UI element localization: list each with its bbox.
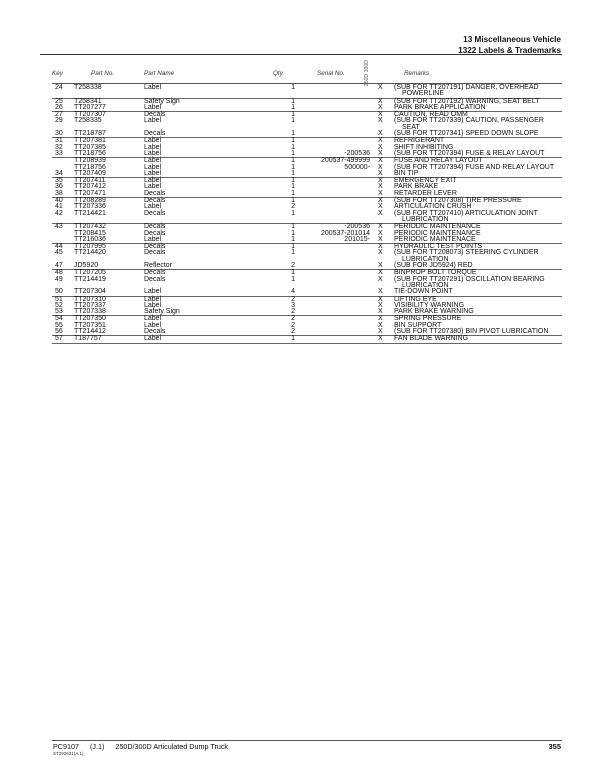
serial-cell: -200536 xyxy=(344,223,370,231)
footer-rule xyxy=(52,740,562,741)
part-number-cell: TT218787 xyxy=(74,130,106,138)
part-number-cell: TT207277 xyxy=(74,103,106,111)
model-mark-cell: X xyxy=(378,301,383,309)
row-group xyxy=(52,138,562,158)
table-row xyxy=(52,336,562,342)
table-row xyxy=(52,211,562,224)
part-name-cell: Safety Sign xyxy=(144,97,180,105)
remarks-cell: PERIODIC MAINTENACE xyxy=(394,235,476,243)
table-row xyxy=(52,289,562,295)
model-mark-cell: X xyxy=(378,308,383,316)
part-name-cell: Label xyxy=(144,143,162,151)
model-mark-cell: X xyxy=(378,249,383,257)
row-group xyxy=(52,297,562,317)
table-row xyxy=(52,329,562,335)
col-part-no: Part No. xyxy=(91,70,115,77)
part-name-cell: Label xyxy=(144,137,162,145)
key-cell: 47 xyxy=(55,262,63,270)
table-row xyxy=(52,277,562,290)
part-number-cell: TT207409 xyxy=(74,169,106,177)
part-number-cell: TT208415 xyxy=(74,229,106,237)
part-number-cell: TT207336 xyxy=(74,203,106,211)
qty-cell: 1 xyxy=(291,223,295,231)
qty-cell: 1 xyxy=(291,130,295,138)
part-name-cell: Label xyxy=(144,157,162,165)
key-cell: 36 xyxy=(55,183,63,191)
manual-title: 250D/300D Articulated Dump Truck xyxy=(115,742,229,751)
remarks-cell: BIN SUPPORT xyxy=(394,321,442,329)
qty-cell: 2 xyxy=(291,203,295,211)
part-number-cell: T187757 xyxy=(74,335,102,343)
table-row xyxy=(52,237,562,243)
row-group xyxy=(52,244,562,270)
row-group xyxy=(52,316,562,336)
revision: (J.1) xyxy=(89,742,105,751)
qty-cell: 1 xyxy=(291,177,295,185)
key-cell: 40 xyxy=(55,197,63,205)
part-number-cell: JD5920 xyxy=(74,262,99,270)
model-mark-cell: X xyxy=(378,197,383,205)
part-name-cell: Label xyxy=(144,301,162,309)
table-row xyxy=(52,263,562,269)
qty-cell: 2 xyxy=(291,308,295,316)
model-mark-cell: X xyxy=(378,183,383,191)
remarks-cell: VISIBILITY WARNING xyxy=(394,301,465,309)
part-name-cell: Label xyxy=(144,169,162,177)
qty-cell: 1 xyxy=(291,275,295,283)
remarks-cell: FAN BLADE WARNING xyxy=(394,335,469,343)
part-number-cell: TT214420 xyxy=(74,249,106,257)
catalog-number: PC9107 xyxy=(53,742,79,751)
key-cell: 48 xyxy=(55,269,63,277)
row-group xyxy=(52,224,562,244)
part-number-cell: TT208289 xyxy=(74,197,106,205)
model-mark-cell: X xyxy=(378,209,383,217)
header-rule xyxy=(40,54,562,55)
model-mark-cell: X xyxy=(378,143,383,151)
part-number-cell: TT216036 xyxy=(74,235,106,243)
qty-cell: 4 xyxy=(291,288,295,296)
remarks-cell: (SUB FOR TT207394) FUSE AND RELAY LAYOUT xyxy=(394,163,555,171)
qty-cell: 1 xyxy=(291,117,295,125)
remarks-cell: LIFTING EYE xyxy=(394,295,437,303)
remarks-cell: (SUB FOR TT207380) BIN PIVOT LUBRICATION xyxy=(394,327,549,335)
serial-cell: 201015- xyxy=(344,235,370,243)
key-cell: 55 xyxy=(55,321,63,329)
part-name-cell: Label xyxy=(144,117,162,125)
part-number-cell: TT207381 xyxy=(74,137,106,145)
part-number-cell: TT207304 xyxy=(74,288,106,296)
model-mark-cell: X xyxy=(378,295,383,303)
key-cell: 24 xyxy=(55,84,63,91)
remarks-continuation: POWERLINE xyxy=(402,90,445,98)
remarks-cell: TIE-DOWN POINT xyxy=(394,288,453,296)
part-name-cell: Label xyxy=(144,321,162,329)
table-row xyxy=(52,171,562,177)
part-name-cell: Label xyxy=(144,235,162,243)
qty-cell: 1 xyxy=(291,97,295,105)
part-number-cell: TT207337 xyxy=(74,301,106,309)
table-row xyxy=(52,151,562,157)
col-remarks: Remarks xyxy=(404,70,430,77)
model-mark-cell: X xyxy=(378,177,383,185)
part-name-cell: Label xyxy=(144,84,162,91)
remarks-cell: PARK BRAKE xyxy=(394,183,439,191)
model-mark-cell: X xyxy=(378,117,383,125)
remarks-cell: (SUB FOR TT207192) WARNING, SEAT BELT xyxy=(394,97,540,105)
model-mark-cell: X xyxy=(378,103,383,111)
qty-cell: 1 xyxy=(291,209,295,217)
part-name-cell: Decals xyxy=(144,229,166,237)
part-number-cell: TT207432 xyxy=(74,223,106,231)
part-number-cell: TT207385 xyxy=(74,143,106,151)
remarks-cell: (SUB FOR TT207308) TIRE PRESSURE xyxy=(394,197,522,205)
table-row xyxy=(52,85,562,98)
part-number-cell: TT214421 xyxy=(74,209,106,217)
part-name-cell: Label xyxy=(144,335,162,343)
model-mark-cell: X xyxy=(378,235,383,243)
qty-cell: 1 xyxy=(291,235,295,243)
part-name-cell: Label xyxy=(144,203,162,211)
part-number-cell: TT207205 xyxy=(74,269,106,277)
row-group xyxy=(52,85,562,99)
part-number-cell: T258335 xyxy=(74,117,102,125)
key-cell: 27 xyxy=(55,111,63,119)
model-mark-cell: X xyxy=(378,97,383,105)
part-number-cell: TT207307 xyxy=(74,111,106,119)
parts-table xyxy=(52,85,562,344)
part-number-cell: TT207411 xyxy=(74,177,106,185)
part-number-cell: TT207412 xyxy=(74,183,106,191)
key-cell: 54 xyxy=(55,315,63,323)
remarks-cell: PERIODIC MAINTENANCE xyxy=(394,229,481,237)
part-number-cell: TT207351 xyxy=(74,321,106,329)
row-group xyxy=(52,336,562,343)
model-mark-cell: X xyxy=(378,223,383,231)
table-row xyxy=(52,105,562,111)
remarks-continuation: LUBRICATION xyxy=(402,255,449,263)
qty-cell: 1 xyxy=(291,197,295,205)
model-mark-cell: X xyxy=(378,288,383,296)
key-cell: 25 xyxy=(55,97,63,105)
part-name-cell: Decals xyxy=(144,197,166,205)
part-name-cell: Decals xyxy=(144,275,166,283)
part-name-cell: Label xyxy=(144,163,162,171)
serial-cell: -200536 xyxy=(344,149,370,157)
key-cell: 33 xyxy=(55,149,63,157)
part-name-cell: Label xyxy=(144,103,162,111)
qty-cell: 1 xyxy=(291,163,295,171)
remarks-cell: (SUB FOR TT208073) STEERING CYLINDER xyxy=(394,249,539,257)
col-models: 250D 300D xyxy=(364,60,370,87)
remarks-cell: SPRING PRESSURE xyxy=(394,315,462,323)
remarks-continuation: LUBRICATION xyxy=(402,215,449,223)
model-mark-cell: X xyxy=(378,229,383,237)
part-name-cell: Decals xyxy=(144,209,166,217)
remarks-cell: PERIODIC MAINTENANCE xyxy=(394,223,481,231)
row-group xyxy=(52,198,562,224)
model-mark-cell: X xyxy=(378,163,383,171)
serial-cell: 500000- xyxy=(344,163,370,171)
qty-cell: 1 xyxy=(291,249,295,257)
part-number-cell: TT218756 xyxy=(74,149,106,157)
remarks-continuation: SEAT xyxy=(402,123,420,131)
qty-cell: 1 xyxy=(291,143,295,151)
part-name-cell: Label xyxy=(144,315,162,323)
model-mark-cell: X xyxy=(378,315,383,323)
remarks-cell: HYDRAULIC TEST POINTS xyxy=(394,243,483,251)
qty-cell: 1 xyxy=(291,137,295,145)
row-group xyxy=(52,178,562,198)
row-group xyxy=(52,270,562,296)
key-cell: 26 xyxy=(55,103,63,111)
model-mark-cell: X xyxy=(378,130,383,138)
model-mark-cell: X xyxy=(378,327,383,335)
section-title: 13 Miscellaneous Vehicle xyxy=(463,35,561,44)
part-name-cell: Decals xyxy=(144,189,166,197)
qty-cell: 1 xyxy=(291,111,295,119)
part-name-cell: Decals xyxy=(144,249,166,257)
key-cell: 51 xyxy=(55,295,63,303)
model-mark-cell: X xyxy=(378,137,383,145)
qty-cell: 1 xyxy=(291,229,295,237)
key-cell: 44 xyxy=(55,243,63,251)
key-cell: 38 xyxy=(55,189,63,197)
row-group xyxy=(52,112,562,138)
remarks-cell: (SUB FOR JD5924) RED xyxy=(394,262,473,270)
col-part-name: Part Name xyxy=(144,70,175,77)
model-mark-cell: X xyxy=(378,149,383,157)
model-mark-cell: X xyxy=(378,189,383,197)
table-row xyxy=(52,131,562,137)
part-name-cell: Decals xyxy=(144,223,166,231)
row-group xyxy=(52,158,562,178)
key-cell: 56 xyxy=(55,327,63,335)
part-number-cell: TT207471 xyxy=(74,189,106,197)
footer-info xyxy=(53,742,237,751)
remarks-cell: RETARDER LEVER xyxy=(394,189,457,197)
qty-cell: 1 xyxy=(291,189,295,197)
part-name-cell: Decals xyxy=(144,327,166,335)
remarks-cell: PARK BRAKE APPLICATION xyxy=(394,103,486,111)
col-serial-no: Serial No. xyxy=(317,70,345,77)
key-cell: 41 xyxy=(55,203,63,211)
part-name-cell: Decals xyxy=(144,111,166,119)
remarks-cell: EMERGENCY EXIT xyxy=(394,177,457,185)
part-name-cell: Reflector xyxy=(144,262,173,270)
subsection-title: 1322 Labels & Trademarks xyxy=(458,45,561,55)
remarks-cell: (SUB FOR TT207291) OSCILLATION BEARING xyxy=(394,275,545,283)
remarks-cell: CAUTION, READ OMM xyxy=(394,111,468,119)
key-cell: 35 xyxy=(55,177,63,185)
remarks-cell: REFRIGERANT xyxy=(394,137,445,145)
document-code: ST292631(A.1) xyxy=(53,751,84,756)
model-mark-cell: X xyxy=(378,203,383,211)
remarks-cell: (SUB FOR TT207341) SPEED DOWN SLOPE xyxy=(394,130,539,138)
model-mark-cell: X xyxy=(378,321,383,329)
part-name-cell: Decals xyxy=(144,243,166,251)
qty-cell: 1 xyxy=(291,149,295,157)
part-number-cell: TT214419 xyxy=(74,275,106,283)
part-number-cell: TT208939 xyxy=(74,157,106,165)
model-mark-cell: X xyxy=(378,269,383,277)
remarks-cell: BINPROP BOLT TORQUE xyxy=(394,269,477,277)
table-row xyxy=(52,250,562,263)
qty-cell: 1 xyxy=(291,243,295,251)
part-number-cell: TT207995 xyxy=(74,243,106,251)
key-cell: 42 xyxy=(55,209,63,217)
part-number-cell: TT207350 xyxy=(74,315,106,323)
model-mark-cell: X xyxy=(378,169,383,177)
qty-cell: 2 xyxy=(291,321,295,329)
key-cell: 50 xyxy=(55,288,63,296)
table-row xyxy=(52,309,562,315)
part-name-cell: Decals xyxy=(144,130,166,138)
part-number-cell: T258341 xyxy=(74,97,102,105)
key-cell: 53 xyxy=(55,308,63,316)
qty-cell: 1 xyxy=(291,84,295,91)
key-cell: 52 xyxy=(55,301,63,309)
part-name-cell: Label xyxy=(144,177,162,185)
serial-cell: 200537-499999 xyxy=(320,157,370,165)
qty-cell: 1 xyxy=(291,169,295,177)
key-cell: 32 xyxy=(55,143,63,151)
key-cell: 34 xyxy=(55,169,63,177)
key-cell: 31 xyxy=(55,137,63,145)
remarks-cell: FUSE AND RELAY LAYOUT xyxy=(394,157,483,165)
page-header xyxy=(458,35,561,56)
key-cell: 30 xyxy=(55,130,63,138)
model-mark-cell: X xyxy=(378,243,383,251)
part-number-cell: TT214412 xyxy=(74,327,106,335)
key-cell: 57 xyxy=(55,335,63,343)
remarks-cell: (SUB FOR TT207339) CAUTION, PASSENGER xyxy=(394,117,544,125)
part-name-cell: Safety Sign xyxy=(144,308,180,316)
remarks-cell: BIN TIP xyxy=(394,169,419,177)
qty-cell: 1 xyxy=(291,157,295,165)
serial-cell: 200537-201014 xyxy=(320,229,370,237)
part-name-cell: Label xyxy=(144,149,162,157)
key-cell: 45 xyxy=(55,249,63,257)
page-number: 355 xyxy=(548,742,561,751)
qty-cell: 2 xyxy=(291,327,295,335)
remarks-cell: (SUB FOR TT207191) DANGER, OVERHEAD xyxy=(394,84,539,91)
col-qty: Qty. xyxy=(273,70,285,77)
remarks-continuation: LUBRICATION xyxy=(402,281,449,289)
model-mark-cell: X xyxy=(378,275,383,283)
remarks-cell: (SUB FOR TT207394) FUSE & RELAY LAYOUT xyxy=(394,149,545,157)
key-cell: 49 xyxy=(55,275,63,283)
model-mark-cell: X xyxy=(378,262,383,270)
part-number-cell: TT207310 xyxy=(74,295,106,303)
remarks-cell: ARTICULATION CRUSH xyxy=(394,203,472,211)
col-key: Key xyxy=(52,70,63,77)
model-mark-cell: X xyxy=(378,84,383,91)
qty-cell: 1 xyxy=(291,335,295,343)
qty-cell: 2 xyxy=(291,262,295,270)
model-mark-cell: X xyxy=(378,335,383,343)
part-name-cell: Label xyxy=(144,295,162,303)
model-mark-cell: X xyxy=(378,157,383,165)
part-name-cell: Decals xyxy=(144,269,166,277)
qty-cell: 2 xyxy=(291,295,295,303)
part-number-cell: TT207338 xyxy=(74,308,106,316)
part-name-cell: Label xyxy=(144,183,162,191)
row-group xyxy=(52,99,562,113)
part-number-cell: TT218756 xyxy=(74,163,106,171)
remarks-cell: SHIFT INHIBITING xyxy=(394,143,454,151)
key-cell: 29 xyxy=(55,117,63,125)
remarks-cell: PARK BRAKE WARNING xyxy=(394,308,474,316)
part-name-cell: Label xyxy=(144,288,162,296)
qty-cell: 1 xyxy=(291,103,295,111)
remarks-cell: (SUB FOR TT207410) ARTICULATION JOINT xyxy=(394,209,538,217)
qty-cell: 1 xyxy=(291,183,295,191)
qty-cell: 1 xyxy=(291,269,295,277)
model-mark-cell: X xyxy=(378,111,383,119)
key-cell: 43 xyxy=(55,223,63,231)
qty-cell: 2 xyxy=(291,315,295,323)
part-number-cell: T258338 xyxy=(74,84,102,91)
qty-cell: 3 xyxy=(291,301,295,309)
